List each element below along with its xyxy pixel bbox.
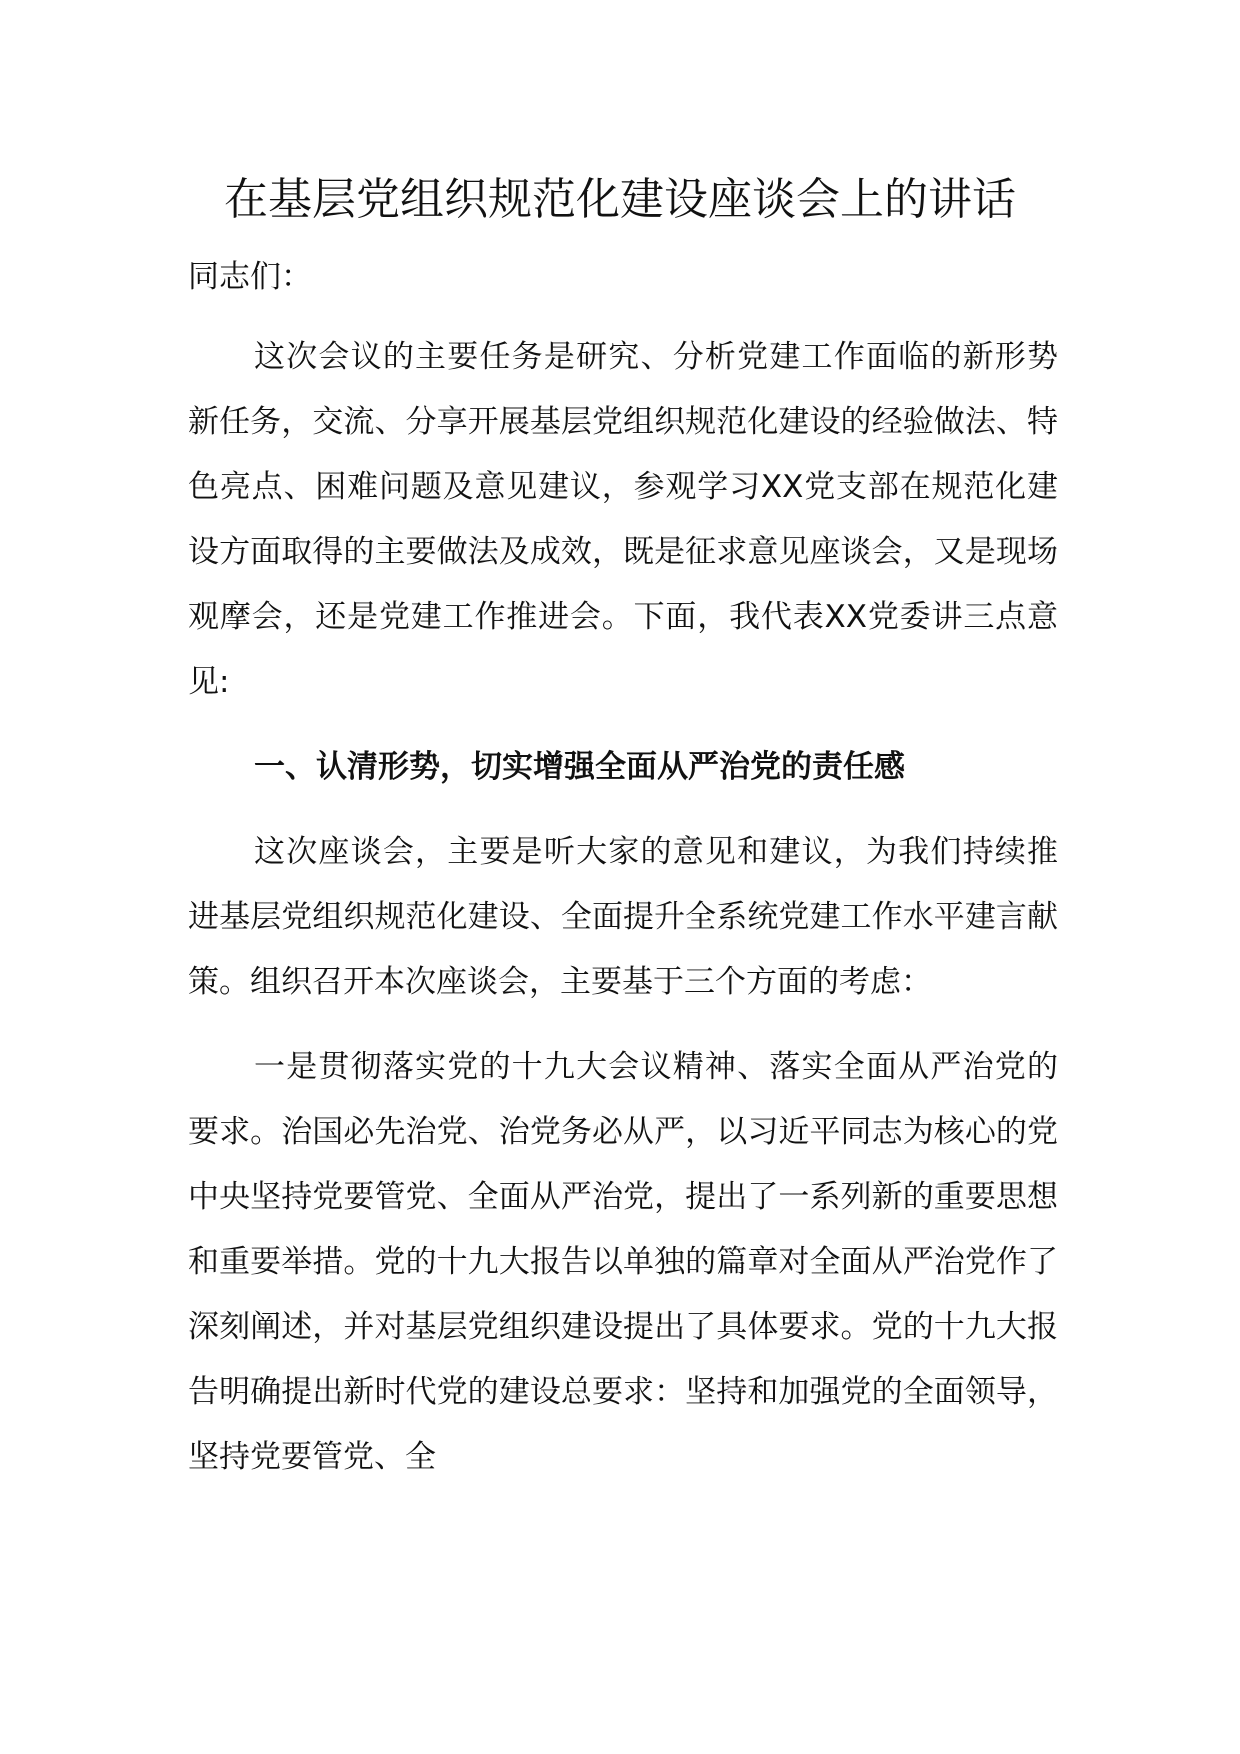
paragraph-considerations: 这次座谈会，主要是听大家的意见和建议，为我们持续推进基层党组织规范化建设、全面提升全系统党建工作水平建言献策。组织召开本次座谈会，主要基于三个方面的考虑： (188, 834, 1058, 1000)
section-heading-1: 一、认清形势，切实增强全面从严治党的责任感 (254, 749, 905, 785)
paragraph-point-one: 一是贯彻落实党的十九大会议精神、落实全面从严治党的要求。治国必先治党、治党务必从严，以习近平同志为核心的党中央坚持党要管党、全面从严治党，提出了一系列新的重要思想和重要举措。党的十九大报告以单独的篇章对全面从严治党作了深刻阐述，并对基层党组织建设提出了具体要求。党的十九大报告明确提出新时代党的建设总要求：坚持和加强党的全面领导，坚持党要管党、全 (188, 1049, 1058, 1475)
document-body (188, 245, 1058, 1510)
document-title: 在基层党组织规范化建设座谈会上的讲话 (224, 174, 1016, 225)
paragraph-intro: 这次会议的主要任务是研究、分析党建工作面临的新形势新任务，交流、分享开展基层党组织规范化建设的经验做法、特色亮点、困难问题及意见建议，参观学习XX党支部在规范化建设方面取得的主要做法及成效，既是征求意见座谈会，又是现场观摩会，还是党建工作推进会。下面，我代表XX党委讲三点意见: (188, 339, 1058, 700)
salutation: 同志们： (188, 259, 312, 295)
